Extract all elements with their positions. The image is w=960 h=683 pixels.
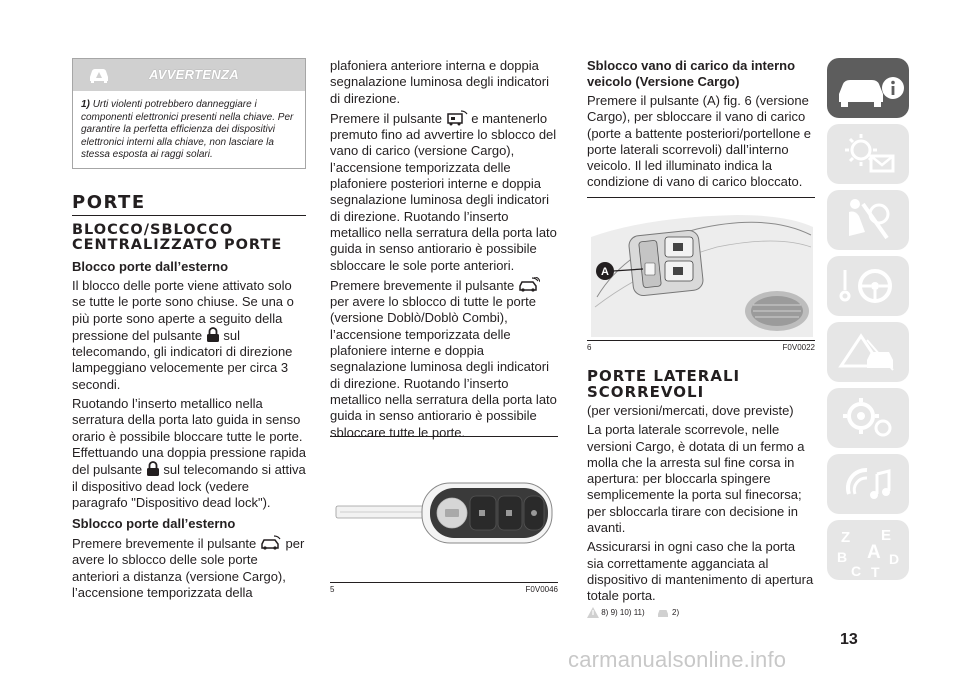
paragraph-col2-3 (330, 277, 558, 441)
tab-driving[interactable] (827, 256, 909, 316)
column-1 (72, 58, 306, 601)
watermark: carmanualsonline.info (568, 647, 787, 672)
svg-text:Z: Z (841, 529, 851, 546)
figure-5-top-rule (330, 436, 558, 437)
paragraph-lock-2 (72, 396, 306, 511)
cargo-unlock-icon (446, 110, 468, 126)
car-info-icon (827, 58, 909, 118)
paragraph-col2-3-b: per avere lo sblocco di tutte le porte (versione Doblò/Doblò Combi), l’accensione temporizzata delle plafoniere interne e doppia segnalazione luminosa degli indicatori di direzione. Ruotando l’inserto metallico nella serratura della porta lato guida in senso antiorario è possibile sbloccare tutte le porte. (330, 294, 557, 440)
warning-box (72, 58, 306, 169)
paragraph-lock-2-a: Ruotando l’inserto metallico nella serratura della porta lato guida in senso orario è possibile bloccare tutte le porte. Effettuando una doppia pressione rapida del pulsante (72, 396, 306, 478)
paragraph-col2-2-b: e mantenerlo premuto fino ad avvertire lo sblocco del vano di carico (versione Cargo), l’accensione temporizzata delle plafoniere posteriori interne e doppia segnalazione luminosa degli indicatori di direzione. Ruotando l’inserto metallico nella serratura della porta lato guida in senso antiorario è possibile sbloccare le sole porte anteriori. (330, 110, 557, 273)
column-3-lower (587, 368, 815, 618)
tab-maintenance[interactable] (827, 388, 909, 448)
warning-title: AVVERTENZA (149, 67, 239, 82)
warning-text (73, 91, 305, 168)
heading-sliding-doors: PORTE LATERALI SCORREVOLI (587, 367, 741, 401)
tab-safety[interactable] (827, 190, 909, 250)
paragraph-unlock-1 (72, 535, 306, 601)
warning-lights-icon (827, 124, 909, 184)
lock-button-icon (206, 327, 220, 343)
paragraph-lock-1-b: sul telecomando, gli indicatori di direzione lampeggiano velocemente per circa 3 secondi. (72, 327, 293, 392)
figure-5-number: 5 (330, 585, 335, 594)
figure-5 (330, 436, 558, 594)
paragraph-lock-2-b: sul telecomando si attiva il dispositivo dead lock (vedere paragrafo "Dispositivo dead lock"). (72, 462, 306, 510)
tab-multimedia[interactable] (827, 454, 909, 514)
warning-triangle-icon (587, 607, 599, 618)
paragraph-sliding-1: La porta laterale scorrevole, nelle versioni Cargo, è dotata di un fermo a molla che la arresta sul fine corsa in apertura: per bloccarla spingere semplicemente la porta sul finecorsa; per sbloccarla tirare con decisione in avanti. (587, 422, 805, 536)
tab-emergency[interactable] (827, 322, 909, 382)
svg-text:C: C (851, 563, 862, 579)
figure-5-code: F0V0046 (525, 585, 558, 594)
index-icon (827, 520, 909, 580)
caution-car-icon (656, 607, 670, 618)
safety-icon (827, 190, 909, 250)
column-3 (587, 58, 815, 191)
paragraph-versions: (per versioni/mercati, dove previste) (587, 403, 794, 418)
paragraph-lock-1 (72, 278, 306, 393)
heading-outside-lock: Blocco porte dall’esterno (72, 258, 229, 274)
warning-header (73, 59, 305, 91)
figure-5-bottom-rule (330, 582, 558, 583)
heading-cargo-unlock: Sblocco vano di carico da interno veicolo (Versione Cargo) (587, 58, 796, 89)
svg-text:T: T (871, 564, 880, 580)
paragraph-cargo: Premere il pulsante (A) fig. 6 (versione Cargo), per sbloccare il vano di carico (porte a battente posteriori/portellone e porte laterali scorrevoli) dall’interno veicolo. Il led illuminato indica la condizione di vano di carico bloccato. (587, 93, 812, 190)
warning-body: Urti violenti potrebbero danneggiare i componenti elettronici presenti nella chiave. Per garantire la perfetta efficienza dei dispositivi elettronici interni alla chiave, non lasciare la stessa esposta ai raggi solari. (81, 99, 294, 161)
section-subtitle: BLOCCO/SBLOCCO CENTRALIZZATO PORTE (72, 221, 283, 254)
section-title: PORTE (72, 192, 306, 216)
key-fob-illustration (330, 466, 558, 566)
car-warning-icon (87, 66, 111, 84)
svg-text:E: E (881, 527, 892, 544)
figure-6 (587, 197, 815, 355)
paragraph-unlock-1-b: per avere lo sblocco delle sole porte anteriori a distanza (versione Cargo), l’accensione temporizzata della (72, 536, 305, 601)
svg-text:A: A (867, 542, 881, 563)
caution-references: 2) (672, 607, 680, 617)
figure-6-top-rule (587, 197, 815, 198)
multimedia-icon (827, 454, 909, 514)
heading-outside-unlock: Sblocco porte dall’esterno (72, 516, 236, 532)
figure-6-label-a: A (601, 266, 609, 278)
warning-references: 8) 9) 10) 11) (601, 607, 645, 617)
page-number: 13 (840, 631, 858, 648)
paragraph-col2-3-a: Premere brevemente il pulsante (330, 277, 515, 293)
unlock-all-doors-icon (518, 277, 540, 293)
figure-6-code: F0V0022 (782, 343, 815, 352)
paragraph-col2-2 (330, 110, 558, 274)
figure-6-bottom-rule (587, 340, 815, 341)
paragraph-col2-1: plafoniera anteriore interna e doppia segnalazione luminosa degli indicatori di direzione. (330, 58, 549, 106)
lock-button-icon (146, 461, 160, 477)
tab-warning-lights[interactable] (827, 124, 909, 184)
paragraph-unlock-1-a: Premere brevemente il pulsante (72, 536, 257, 552)
svg-text:B: B (837, 549, 848, 565)
door-panel-illustration (587, 207, 815, 339)
paragraph-lock-1-a: Il blocco delle porte viene attivato solo se tutte le porte sono chiuse. Se una o più porte sono aperte a seguito della pressione del pulsante (72, 277, 294, 343)
figure-6-number: 6 (587, 343, 592, 352)
paragraph-sliding-2: Assicurarsi in ogni caso che la porta sia correttamente agganciata al dispositivo di mantenimento di apertura totale porta. (587, 539, 814, 604)
driving-icon (827, 256, 909, 316)
svg-text:D: D (889, 551, 900, 567)
unlock-front-doors-icon (260, 535, 282, 551)
tab-index[interactable] (827, 520, 909, 580)
warning-number: 1) (81, 99, 90, 110)
chapter-tabs (827, 58, 909, 586)
tab-car-info[interactable] (827, 58, 909, 118)
emergency-icon (827, 322, 909, 382)
references-row (587, 607, 815, 618)
maintenance-icon (827, 388, 909, 448)
column-2 (330, 58, 558, 441)
paragraph-col2-2-a: Premere il pulsante (330, 110, 442, 126)
